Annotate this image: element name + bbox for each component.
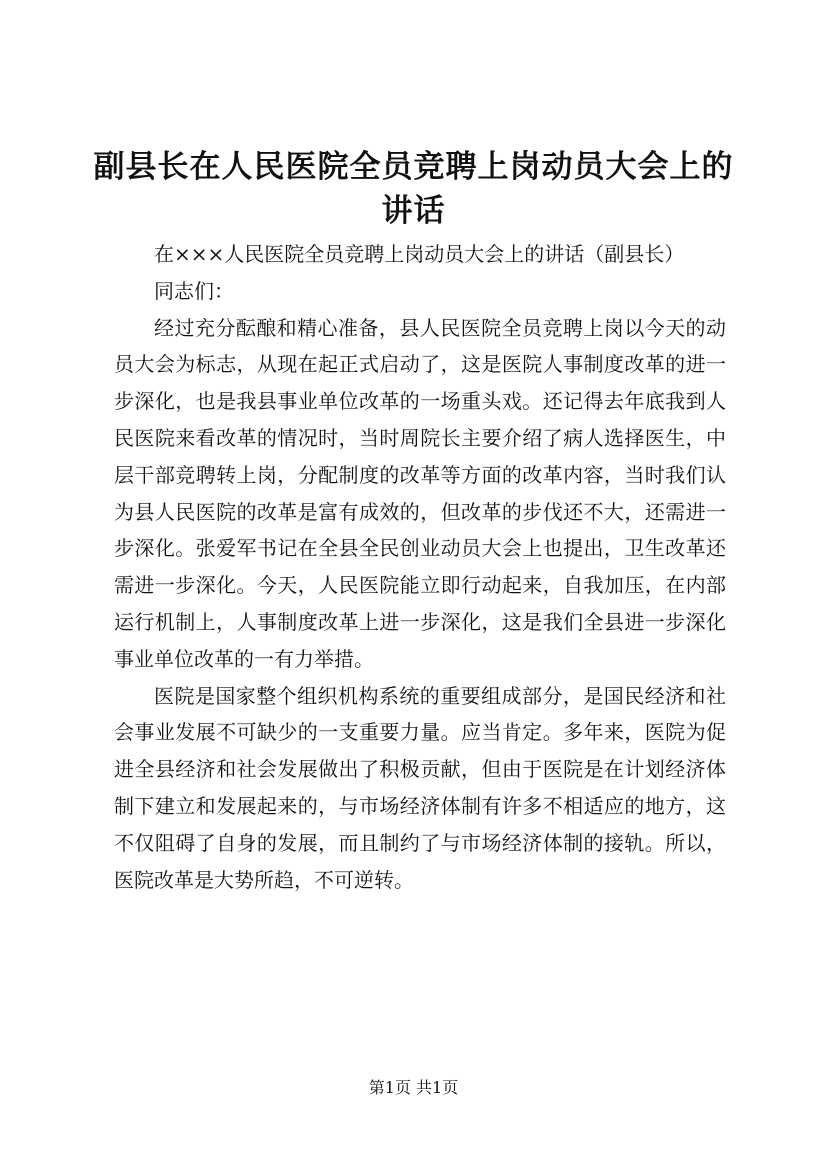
paragraph-2: 医院是国家整个组织机构系统的重要组成部分，是国民经济和社会事业发展不可缺少的一支重要力量。应当肯定。多年来，医院为促进全县经济和社会发展做出了积极贡献，但由于医院是在计划经济体制下建立和发展起来的，与市场经济体制有许多不相适应的地方，这不仅阻碍了自身的发展，而且制约了与市场经济体制的接轨。所以，医院改革是大势所趋，不可逆转。 (114, 683, 726, 892)
salutation: 同志们： (154, 278, 234, 303)
document-body (114, 236, 726, 898)
page-footer: 第1页 共1页 (368, 1078, 459, 1097)
paragraph-1: 经过充分酝酿和精心准备，县人民医院全员竞聘上岗以今天的动员大会为标志，从现在起正式启动了，这是医院人事制度改革的进一步深化，也是我县事业单位改革的一场重头戏。还记得去年底我到人民医院来看改革的情况时，当时周院长主要介绍了病人选择医生，中层干部竞聘转上岗，分配制度的改革等方面的改革内容，当时我们认为县人民医院的改革是富有成效的，但改革的步伐还不大，还需进一步深化。张爱军书记在全县全民创业动员大会上也提出，卫生改革还需进一步深化。今天，人民医院能立即行动起来，自我加压，在内部运行机制上，人事制度改革上进一步深化，这是我们全县进一步深化事业单位改革的一有力举措。 (114, 315, 726, 671)
subtitle-line: 在×××人民医院全员竞聘上岗动员大会上的讲话（副县长） (154, 242, 685, 266)
document-title: 副县长在人民医院全员竞聘上岗动员大会上的讲话 (93, 149, 734, 229)
